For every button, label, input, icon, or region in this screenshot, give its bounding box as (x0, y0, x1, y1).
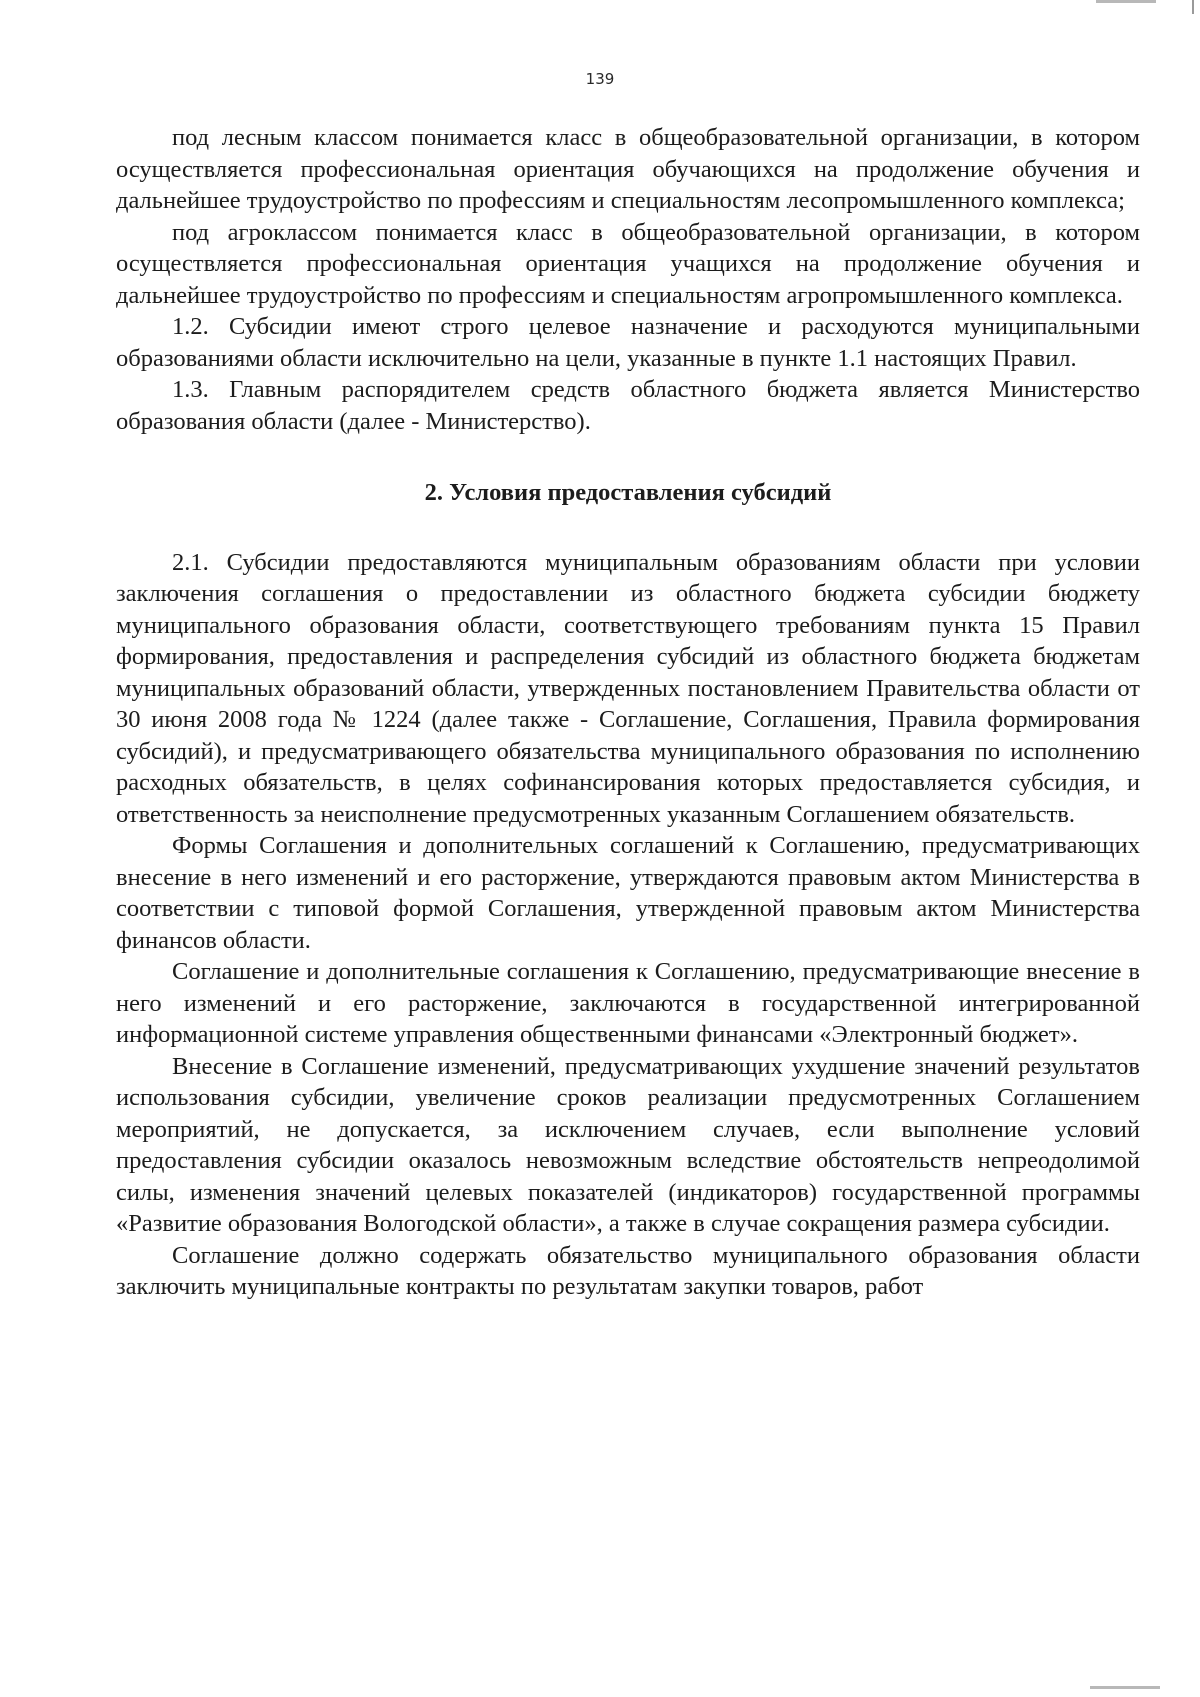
paragraph-forest-class: под лесным классом понимается класс в общеобразовательной организации, в котором осуществляется профессиональная ориентация обучающихся на продолжение обучения и дальнейшее трудоустройство по профессиям и специальностям лесопромышленного комплекса; (116, 124, 1140, 214)
scan-artifact (1096, 0, 1156, 3)
paragraph-agreement-forms: Формы Соглашения и дополнительных соглашений к Соглашению, предусматривающих внесение в него изменений и его расторжение, утверждаются правовым актом Министерства в соответствии с типовой формой Соглашения, утвержденной правовым актом Министерства финансов области. (116, 832, 1140, 954)
scan-artifact (1192, 0, 1194, 14)
paragraph-1-3: 1.3. Главным распорядителем средств областного бюджета является Министерство образования области (далее - Министерство). (116, 376, 1140, 435)
scan-artifact (1090, 1686, 1160, 1689)
paragraph-contracts: Соглашение должно содержать обязательство муниципального образования области заключить муниципальные контракты по результатам закупки товаров, работ (116, 1241, 1140, 1300)
paragraph-amendments: Внесение в Соглашение изменений, предусматривающих ухудшение значений результатов использования субсидии, увеличение сроков реализации предусмотренных Соглашением мероприятий, не допускается, за исключением случаев, если выполнение условий предоставления субсидии оказалось невозможным вследствие обстоятельств непреодолимой силы, изменения значений целевых показателей (индикаторов) государственной программы «Развитие образования Вологодской области», а также в случае сокращения размера субсидии. (116, 1052, 1140, 1237)
paragraph-2-1: 2.1. Субсидии предоставляются муниципальным образованиям области при условии заключения соглашения о предоставлении из областного бюджета субсидии бюджету муниципального образования области, соответствующего требованиям пункта 15 Правил формирования, предоставления и распределения субсидий из областного бюджета бюджетам муниципальных образований области, утвержденных постановлением Правительства области от 30 июня 2008 года № 1224 (далее также - Соглашение, Соглашения, Правила формирования субсидий), и предусматривающего обязательства муниципального образования по исполнению расходных обязательств, в целях софинансирования которых предоставляется субсидия, и ответственность за неисполнение предусмотренных указанным Соглашением обязательств. (116, 548, 1140, 828)
page-number: 139 (585, 70, 615, 88)
section-heading: 2. Условия предоставления субсидий (424, 479, 832, 506)
document-body (116, 122, 1140, 1303)
paragraph-agro-class: под агроклассом понимается класс в общеобразовательной организации, в котором осуществляется профессиональная ориентация учащихся на продолжение обучения и дальнейшее трудоустройство по профессиям и специальностям агропромышленного комплекса. (116, 218, 1140, 309)
paragraph-1-2: 1.2. Субсидии имеют строго целевое назначение и расходуются муниципальными образованиями области исключительно на цели, указанные в пункте 1.1 настоящих Правил. (116, 313, 1140, 372)
paragraph-electronic-budget: Соглашение и дополнительные соглашения к Соглашению, предусматривающие внесение в него изменений и его расторжение, заключаются в государственной интегрированной информационной системе управления общественными финансами «Электронный бюджет». (116, 958, 1140, 1048)
